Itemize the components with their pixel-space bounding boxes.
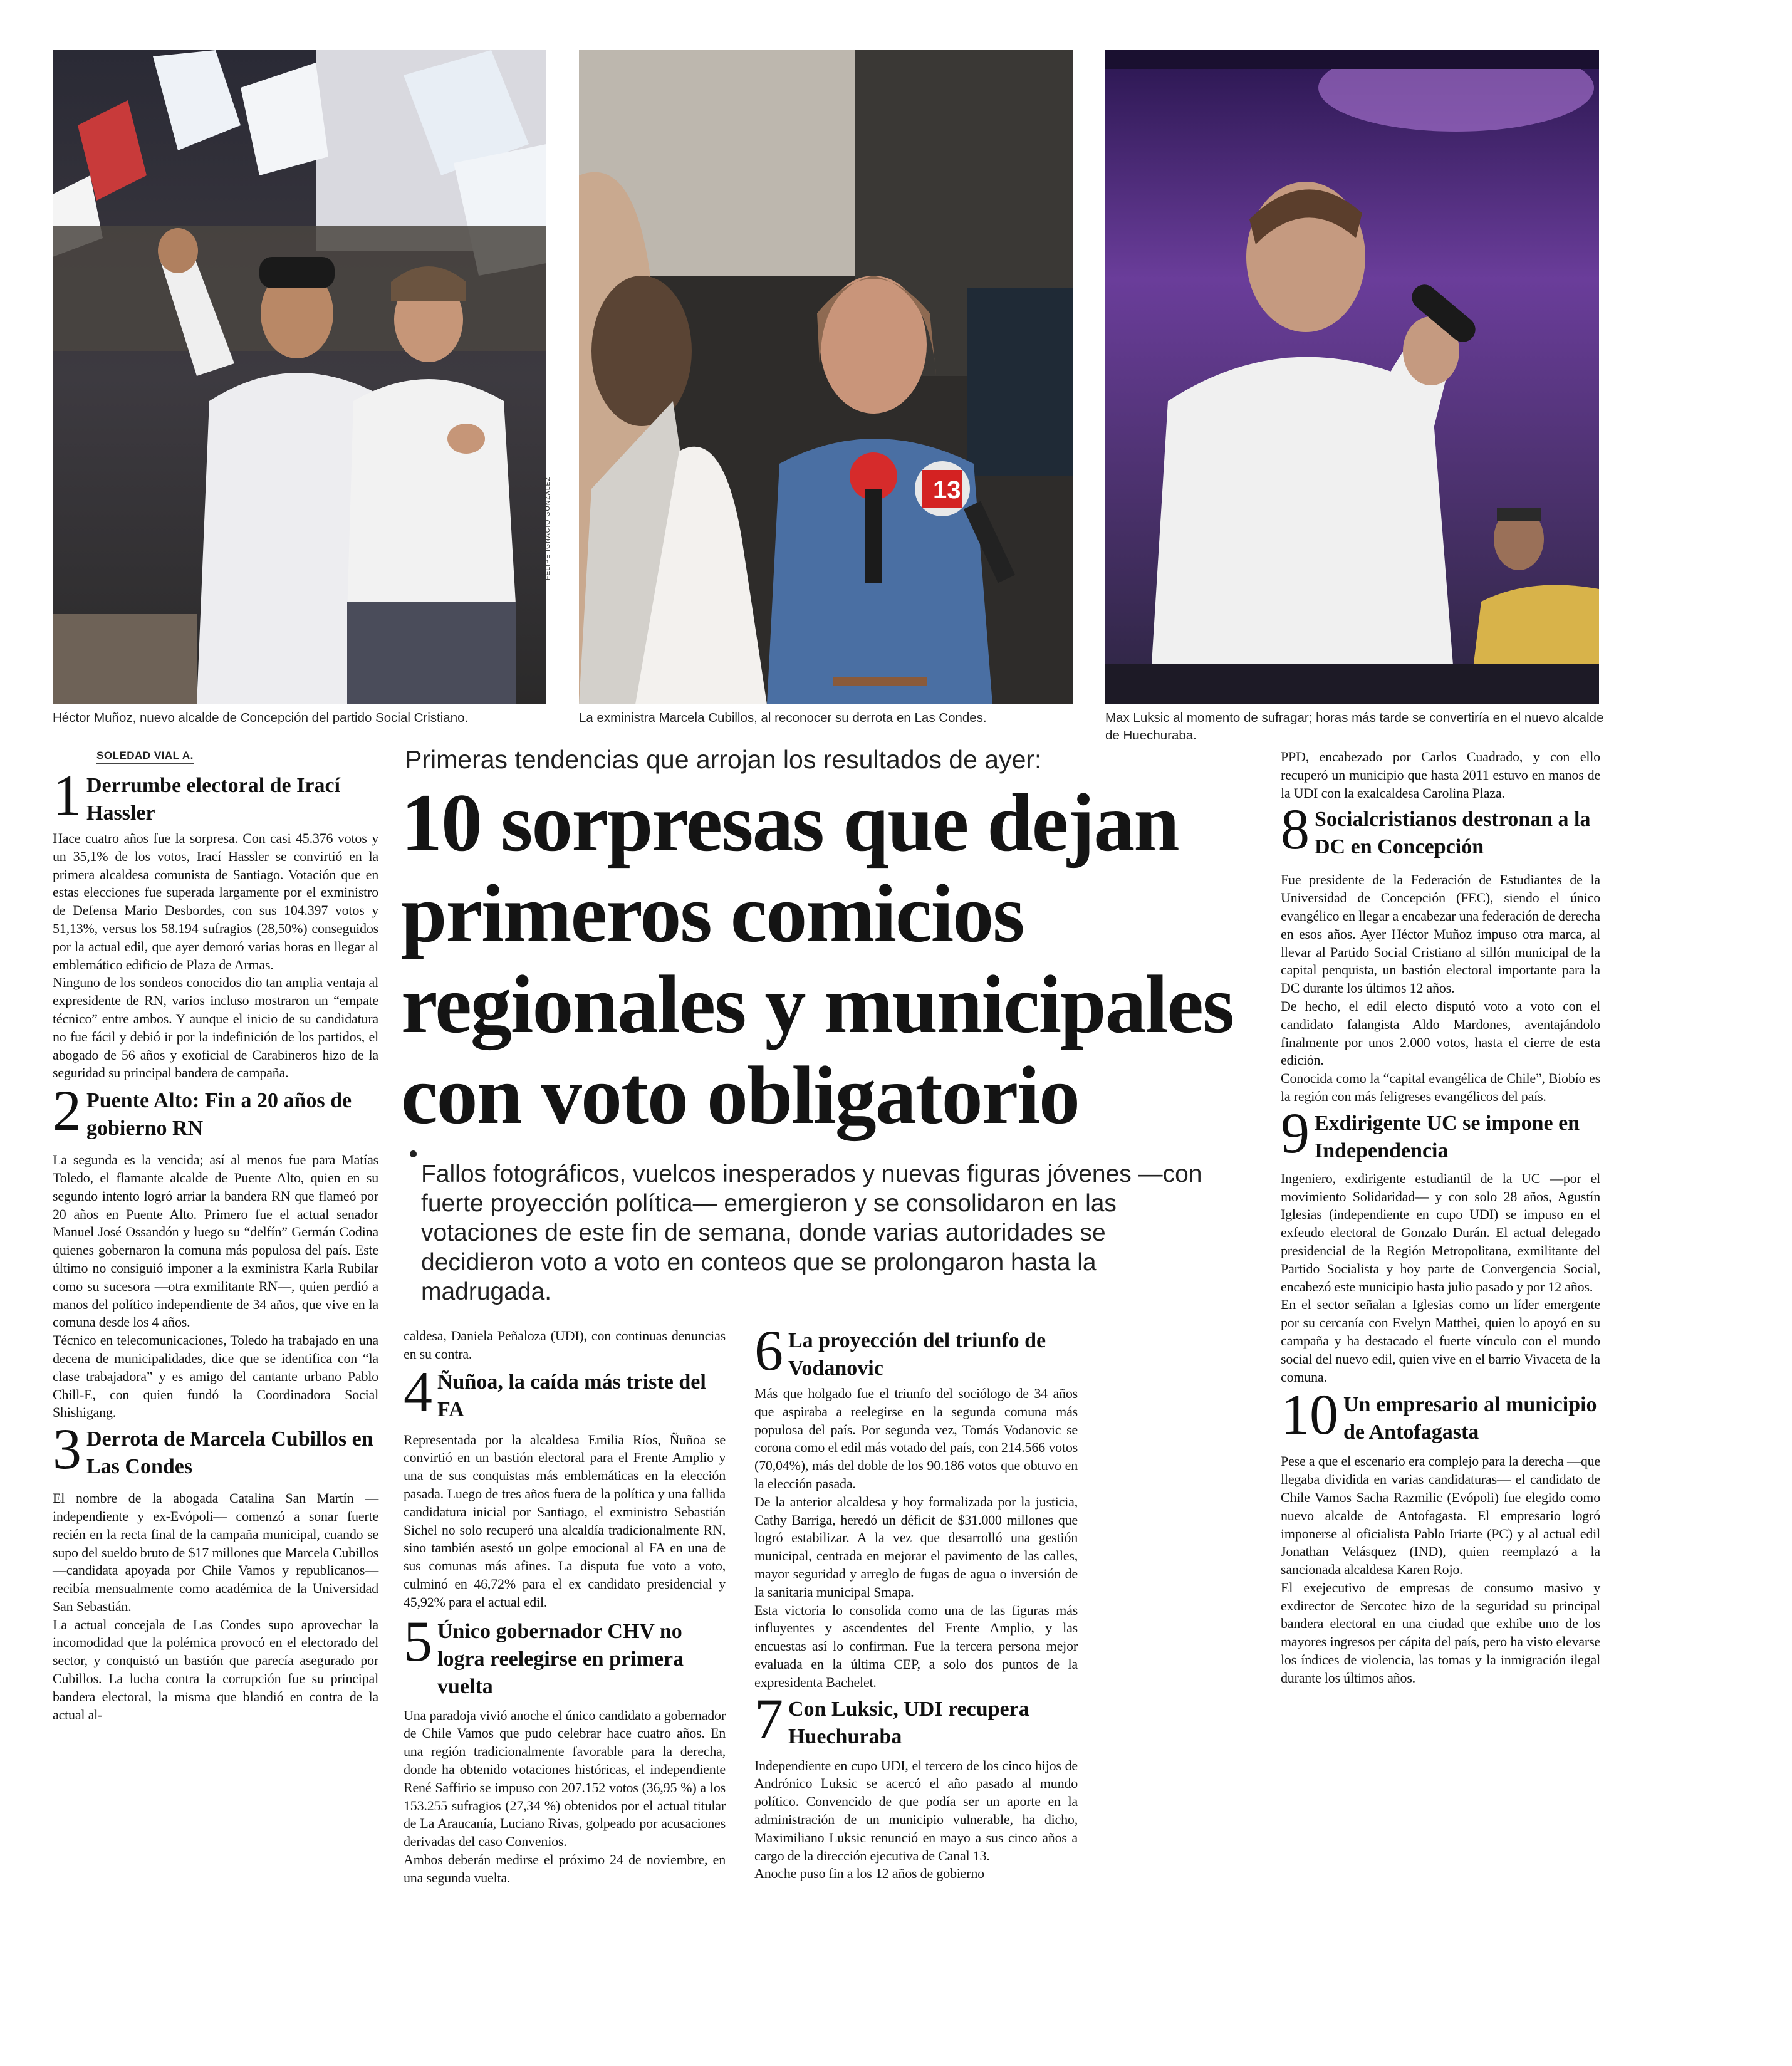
section-7-paragraph-1: Independiente en cupo UDI, el tercero de los cinco hijos de Andrónico Luksic se acercó el año pasado al mundo político. Convencido de que podía ser un aporte en la administración de un municipio vulnerable, ha dicho, Maximiliano Luksic renunció en mayo a sus cinco años a cargo de la dirección ejecutiva de Canal 13. [754, 1757, 1078, 1864]
section-10-header [1281, 1382, 1600, 1447]
section-5-header [404, 1609, 726, 1701]
section-1-paragraph-2: Ninguno de los sondeos conocidos dio tan amplia ventaja al expresidente de RN, varios incluso mostraron un “empate técnico” entre ambos. Y aunque el inicio de su candidatura no fue fácil y debió ir por la indefinición de los partidos, el abogado de 56 años y exoficial de Carabineros hizo de la seguridad su principal bandera de campaña. [53, 974, 378, 1081]
section-5-paragraph-1: Una paradoja vivió anoche el único candidato a gobernador de Chile Vamos que pudo celebrar hace cuatro años. En una región tradicionalmente favorable para la derecha, donde ha obtenido votaciones históricas, el independiente René Saffirio se impuso con 207.152 votos (36,95 %) a los 153.255 sufragios (27,34 %) obtenidos por el actual titular de La Araucanía, Luciano Rivas, golpeado por acusaciones derivadas del caso Convenios. [404, 1707, 726, 1850]
section-title: Derrota de Marcela Cubillos en Las Condes [86, 1427, 373, 1479]
headline: 10 sorpresas que dejan primeros comicios regionales y municipales con voto obligatorio [401, 776, 1234, 1141]
section-10-paragraph-1: Pese a que el escenario era complejo para la derecha —que llegaba dividida en varias candidaturas— el candidato de Chile Vamos Sacha Razmilic (Evópoli) fue elegido como nuevo alcalde de Antofagasta. El empresario logró imponerse al oficialista Pablo Iriarte (PC) y al actual edil Jonathan Velásquez (IND), quien reemplazó a la sancionada alcaldesa Karen Rojo. [1281, 1453, 1600, 1578]
byline: SOLEDAD VIAL A. [96, 749, 194, 764]
section-7-continuation: PPD, encabezado por Carlos Cuadrado, y con ello recuperó un municipio que hasta 2011 estuvo en manos de la UDI con la exalcaldesa Carolina Plaza. [1281, 749, 1600, 801]
section-6-paragraph-1: Más que holgado fue el triunfo del sociólogo de 34 años que aspiraba a reelegirse en la segunda comuna más populosa del país. Por segunda vez, Tomás Vodanovic se corona como el edil más votado del país, con 214.566 votos (70,04%), más del doble de los 90.186 votos que obtuvo en la elección pasada. [754, 1385, 1078, 1491]
section-9-header [1281, 1100, 1600, 1165]
section-8-header [1281, 797, 1600, 862]
section-title: La proyección del triunfo de Vodanovic [788, 1329, 1046, 1380]
section-number: 9 [1281, 1100, 1310, 1165]
photo-credit: FELIPE IGNACIO GONZÁLEZ [544, 476, 551, 580]
section-4-paragraph-1: Representada por la alcaldesa Emilia Ríos, Ñuñoa se convirtió en un bastión electoral para el Frente Amplio y una de sus conquistas más emblemáticas en la elección pasada. Luego de tres años fuera de la política y una fallida candidatura inicial por Santiago, el exministro Sebastián Sichel no solo recuperó una alcaldía tradicionalmente RN, sino también asestó un golpe emocional al FA en una de sus comunas más afines. La disputa fue voto a voto, culminó en 46,72% para el ex candidato presidencial y 45,92% para el actual edil. [404, 1431, 726, 1610]
mic-channel-label: 13 [933, 476, 961, 504]
section-3-paragraph-1: El nombre de la abogada Catalina San Martín —independiente y ex-Evópoli— comenzó a sonar fuerte recién en la recta final de la campaña municipal, cuando se supo del sueldo bruto de $17 millones que Marcela Cubillos —candidata apoyada por Chile Vamos y republicanos— recibía mensualmente como académica de la Universidad San Sebastián. [53, 1490, 378, 1614]
kicker: Primeras tendencias que arrojan los resultados de ayer: [405, 745, 1042, 774]
section-10-paragraph-2: El exejecutivo de empresas de consumo masivo y exdirector de Sercotec hizo de la seguridad su principal bandera electoral en una ciudad que exhibe uno de los mayores ingresos per cápita del país, pero ha visto elevarse los índices de violencia, las tomas y la inmigración ilegal durante los últimos años. [1281, 1579, 1600, 1686]
section-number: 6 [754, 1318, 783, 1382]
section-7-paragraph-2: Anoche puso fin a los 12 años de gobierno [754, 1865, 984, 1882]
section-title: Puente Alto: Fin a 20 años de gobierno RN [86, 1089, 352, 1140]
photo-max-luksic [1105, 50, 1599, 704]
section-5-paragraph-2: Ambos deberán medirse el próximo 24 de noviembre, en una segunda vuelta. [404, 1851, 726, 1886]
lead-bullet [410, 1150, 417, 1157]
section-number: 7 [754, 1686, 783, 1751]
section-6-paragraph-2: De la anterior alcaldesa y hoy formalizada por la justicia, Cathy Barriga, heredó un déficit de $31.000 millones que logró estabilizar. A la vez que desarrolló una gestión municipal, centrada en mejorar el pavimento de las calles, mayor seguridad y arreglo de fugas de agua o inversión de la sanitaria municipal Smapa. [754, 1493, 1078, 1600]
column-4 [1281, 748, 1600, 1688]
section-title: Único gobernador CHV no logra reelegirse en primera vuelta [437, 1619, 684, 1698]
caption-marcela-cubillos: La exministra Marcela Cubillos, al reconocer su derrota en Las Condes. [579, 711, 987, 725]
section-3-header [53, 1417, 378, 1481]
photo-hector-munoz [53, 50, 546, 704]
section-title: Socialcristianos destronan a la DC en Concepción [1315, 808, 1591, 859]
lead-paragraph: Fallos fotográficos, vuelcos inesperados y nuevas figuras jóvenes —con fuerte proyección política— emergieron y se consolidaron en las votaciones de este fin de semana, donde varias autoridades se decidieron voto a voto en conteos que se prolongaron hasta la madrugada. [421, 1161, 1202, 1305]
section-number: 10 [1281, 1382, 1338, 1447]
caption-max-luksic: Max Luksic al momento de sufragar; horas más tarde se convertiría en el nuevo alcalde de Huechuraba. [1105, 711, 1604, 743]
section-4-header [404, 1359, 726, 1424]
section-6-paragraph-3: Esta victoria lo consolida como una de las figuras más influyentes y ascendentes del Frente Amplio, y las encuestas así lo confirman. Fue la tercera persona mejor evaluada en la última CEP, a solo dos puntos de la expresidenta Bachelet. [754, 1602, 1078, 1690]
photo-marcela-cubillos-image [579, 50, 1073, 704]
section-number: 4 [404, 1359, 432, 1424]
section-6-header [754, 1318, 1078, 1382]
caption-hector-munoz: Héctor Muñoz, nuevo alcalde de Concepción del partido Social Cristiano. [53, 711, 469, 725]
section-number: 5 [404, 1609, 432, 1673]
section-number: 3 [53, 1417, 81, 1481]
section-number: 2 [53, 1078, 81, 1143]
column-3 [754, 1318, 1078, 1883]
section-title: Con Luksic, UDI recupera Huechuraba [788, 1697, 1029, 1748]
section-number: 1 [53, 763, 81, 827]
section-title: Un empresario al municipio de Antofagasta [1343, 1393, 1597, 1444]
section-number: 8 [1281, 797, 1310, 862]
section-8-paragraph-2: De hecho, el edil electo disputó voto a voto con el candidato falangista Aldo Mardones, aventajándolo finalmente por unos 2.000 votos, hasta el cierre de esta edición. [1281, 998, 1600, 1068]
section-9-paragraph-2: En el sector señalan a Iglesias como un líder emergente por su cercanía con Evelyn Matthei, quien lo apoyó en su campaña y ha destacado el fuerte vínculo con el mundo social del nuevo edil, quien vive en el barrio Vivaceta de la comuna. [1281, 1296, 1600, 1385]
section-3-paragraph-2: La actual concejala de Las Condes supo aprovechar la incomodidad que la polémica provocó en el electorado del sector, y conquistó un bastión que parecía asegurado por Cubillos. La lucha contra la corrupción fue su principal bandera electoral, la misma que blandió en contra de la actual al- [53, 1616, 378, 1723]
section-2-header [53, 1078, 378, 1143]
section-2-paragraph-1: La segunda es la vencida; así al menos fue para Matías Toledo, el flamante alcalde de Puente Alto, quien en su segundo intento logró arriar la bandera RN que flameó por 20 años en Puente Alto. Primero fue el actual senador Manuel José Ossandón y luego su “delfín” Germán Codina quienes gobernaron la comuna más populosa del país. Este último no consiguió imponer a la exministra Karla Rubilar como su sucesora —otra exmilitante RN—, quien perdió a manos del político independiente de 34 años, que vive en la comuna desde los 4 años. [53, 1152, 378, 1330]
section-2-paragraph-2: Técnico en telecomunicaciones, Toledo ha trabajado en una decena de municipalidades, dice que se identifica con “la clase trabajadora” y es amigo del cantante urbano Pablo Chill-E, con quien fundó la Coordinadora Social Shishigang. [53, 1332, 378, 1421]
photo-max-luksic-image [1105, 50, 1599, 704]
column-1 [53, 749, 378, 1724]
section-title: Derrumbe electoral de Irací Hassler [86, 774, 340, 825]
section-8-paragraph-1: Fue presidente de la Federación de Estudiantes de la Universidad de Concepción (FEC), siendo el único evangélico en llegar a encabezar una federación de derecha en esos años. Ayer Héctor Muñoz impuso otra marca, al llevar al Partido Social Cristiano al sillón municipal de la capital penquista, un bastión electoral importante para la DC durante los últimos 12 años. [1281, 872, 1600, 996]
section-1-paragraph-1: Hace cuatro años fue la sorpresa. Con casi 45.376 votos y un 35,1% de los votos, Irací Hassler se convirtió en la primera alcaldesa comunista de Santiago. Votación que en estas elecciones fue superada largamente por el exministro de Defensa Mario Desbordes, con sus 104.397 votos y 51,13%, versus los 58.194 sufragios (28,50%) conseguidos por la actual edil, que ayer demoró varias horas en llegar al emblemático edificio de Plaza de Armas. [53, 830, 378, 973]
section-title: Exdirigente UC se impone en Independencia [1315, 1111, 1580, 1162]
section-8-paragraph-3: Conocida como la “capital evangélica de Chile”, Biobío es la región con más feligreses evangélicos del país. [1281, 1070, 1600, 1104]
section-9-paragraph-1: Ingeniero, exdirigente estudiantil de la UC —por el movimiento Solidaridad— y con solo 28 años, Agustín Iglesias (independiente en cupo UDI) se impuso en el exfeudo electoral de Gonzalo Durán. El actual delegado presidencial de la Región Metropolitana, exmilitante del Partido Socialista y hoy parte de Convergencia Social, encabezó este municipio hasta julio pasado y por 12 años. [1281, 1170, 1600, 1295]
section-1-header [53, 763, 378, 827]
section-7-header [754, 1686, 1078, 1751]
section-title: Ñuñoa, la caída más triste del FA [437, 1370, 706, 1421]
photo-hector-munoz-image [53, 50, 546, 704]
section-3-continuation: caldesa, Daniela Peñaloza (UDI), con continuas denuncias en su contra. [404, 1328, 726, 1362]
column-2 [404, 1327, 726, 1887]
photo-marcela-cubillos [579, 50, 1073, 704]
